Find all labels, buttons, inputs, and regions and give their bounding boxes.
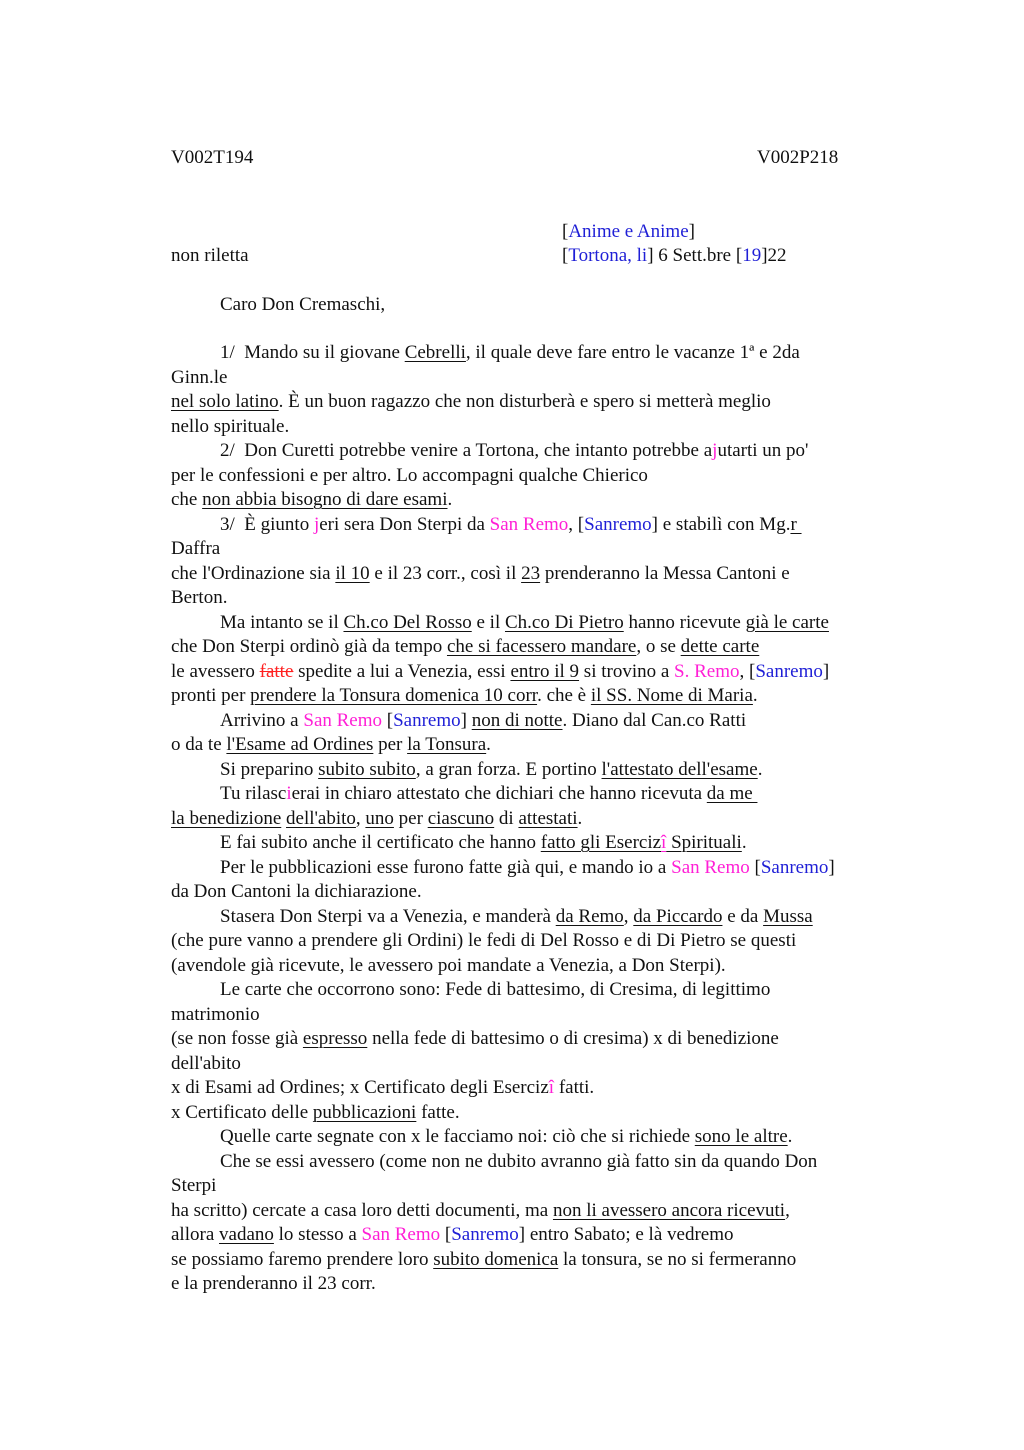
text-segment: spedite a lui a Venezia, essi	[293, 660, 511, 682]
deleted-text: fatte	[259, 660, 294, 682]
text-line	[171, 978, 901, 1003]
text-line	[171, 905, 901, 930]
document-code-right: V002P218	[757, 147, 839, 168]
bracket: [	[735, 245, 743, 266]
text-segment: .	[577, 807, 583, 829]
text-segment: Ma intanto se il	[220, 611, 344, 633]
underlined-text: Mussa	[763, 905, 813, 927]
text-segment: e da	[722, 905, 764, 927]
text-segment: ] e stabilì con Mg.	[651, 513, 791, 535]
text-segment: Berton.	[171, 587, 228, 608]
text-segment: .	[752, 685, 758, 706]
editorial-correction: j	[712, 440, 718, 461]
underlined-text: che si facessero mandare	[446, 636, 637, 657]
underlined-text: r	[790, 513, 802, 535]
underlined-text: espresso	[302, 1028, 368, 1049]
text-segment: ]	[822, 660, 830, 682]
text-segment: 2/ Don Curetti potrebbe venire a Tortona, che intanto potrebbe a	[220, 440, 713, 461]
text-segment: Sterpi	[171, 1175, 217, 1196]
text-segment: . che è	[537, 685, 591, 706]
text-segment: 3/ È giunto	[220, 513, 314, 535]
text-line	[171, 684, 901, 709]
text-line	[171, 562, 901, 587]
underlined-text: già le carte	[745, 611, 829, 633]
underlined-text: da Remo	[555, 905, 624, 927]
underlined-text: fatto gli Eserciz	[540, 832, 662, 853]
text-line	[171, 537, 901, 562]
editorial-correction: î	[661, 832, 667, 853]
underlined-text: Ch.co Del Rosso	[343, 611, 472, 633]
revision-status: non riletta	[171, 245, 249, 266]
bracket: ]	[688, 221, 695, 242]
underlined-text: la benedizione	[171, 807, 282, 829]
editorial-note: Sanremo	[584, 513, 652, 535]
underlined-text: non di notte	[471, 709, 563, 731]
text-line	[171, 856, 901, 881]
text-segment: ,	[355, 807, 366, 829]
text-segment: , o se	[636, 636, 681, 657]
underlined-text: il SS. Nome di Maria	[590, 685, 753, 706]
text-line	[171, 831, 901, 856]
text-line	[171, 1101, 901, 1126]
text-segment: ]	[828, 856, 835, 878]
text-segment: Che se essi avessero (come non ne dubito avranno già fatto sin da quando Don	[220, 1150, 818, 1172]
text-line	[171, 513, 901, 538]
text-segment: .	[447, 489, 453, 510]
text-segment: [	[440, 1224, 452, 1245]
bracket: [	[562, 221, 569, 242]
text-line	[171, 1174, 901, 1199]
text-line	[171, 929, 901, 954]
text-line	[171, 758, 901, 783]
salutation: Caro Don Cremaschi,	[220, 294, 386, 315]
underlined-text: Spirituali	[666, 832, 742, 853]
text-segment: pronti per	[171, 685, 251, 706]
text-segment: o da te	[171, 734, 227, 755]
text-segment: per	[393, 807, 428, 829]
text-segment: [	[749, 856, 761, 878]
text-segment: , [	[739, 660, 756, 682]
text-segment: utarti un po'	[717, 440, 809, 461]
editorial-correction: San Remo	[671, 856, 750, 878]
underlined-text: non abbia bisogno di dare esami	[202, 489, 448, 510]
text-segment: nella fede di battesimo o di cresima) x di benedizione	[367, 1028, 779, 1049]
underlined-text: dell'abito	[286, 807, 356, 829]
text-line	[171, 1150, 901, 1175]
text-segment: di	[494, 807, 519, 829]
text-segment: erai in chiaro attestato che dichiari che hanno ricevuta	[291, 783, 707, 804]
text-line	[171, 807, 901, 832]
underlined-text: subito domenica	[433, 1248, 559, 1270]
text-segment: Le carte che occorrono sono: Fede di battesimo, di Cresima, di legittimo	[220, 979, 771, 1000]
text-segment: per le confessioni e per altro. Lo accompagni qualche Chierico	[171, 464, 648, 486]
text-segment: [	[382, 709, 394, 731]
text-segment: , [	[568, 513, 585, 535]
underlined-text: 23	[521, 562, 541, 584]
text-line	[171, 390, 901, 415]
text-segment: eri sera Don Sterpi da	[319, 513, 490, 535]
bracket: ]	[761, 245, 768, 266]
text-segment: Tu rilasc	[220, 783, 287, 804]
text-segment: ,	[785, 1199, 790, 1221]
text-segment: lo stesso a	[273, 1224, 362, 1245]
text-line	[171, 1027, 901, 1052]
bracket: [	[562, 245, 569, 266]
text-segment: 1/ Mando su il giovane	[220, 342, 405, 363]
bracket: ]	[647, 245, 654, 266]
text-segment: che Don Sterpi ordinò già da tempo	[171, 636, 447, 657]
text-segment: ]	[460, 709, 472, 731]
text-line	[171, 439, 901, 464]
place-name: Tortona, li	[568, 245, 648, 266]
text-segment: la tonsura, se no si fermeranno	[558, 1248, 797, 1270]
year-suffix: 22	[767, 245, 787, 266]
text-segment: ,	[623, 905, 634, 927]
editorial-correction: i	[286, 783, 292, 804]
text-segment: fatte.	[416, 1101, 460, 1123]
text-line	[171, 733, 901, 758]
text-segment: hanno ricevute	[623, 611, 746, 633]
text-segment: .	[757, 758, 763, 780]
text-line	[171, 954, 901, 979]
text-line	[171, 1272, 901, 1297]
text-segment: . Diano dal Can.co Ratti	[562, 709, 747, 731]
underlined-text: pubblicazioni	[312, 1101, 417, 1123]
text-segment: Si preparino	[220, 758, 319, 780]
underlined-text: l'Esame ad Ordines	[226, 734, 374, 755]
text-line	[171, 1076, 901, 1101]
text-line	[171, 1199, 901, 1224]
text-segment: x Certificato delle	[171, 1101, 313, 1123]
underlined-text: subito subito	[318, 758, 416, 780]
editorial-note: Sanremo	[760, 856, 829, 878]
text-segment: , a gran forza. E portino	[415, 758, 602, 780]
text-line	[171, 1223, 901, 1248]
text-segment: per	[373, 734, 408, 755]
text-line	[171, 415, 901, 440]
underlined-text: ciascuno	[427, 807, 495, 829]
underlined-text: uno	[365, 807, 394, 829]
text-line	[171, 709, 901, 734]
underlined-text: la Tonsura	[407, 734, 487, 755]
text-segment: se possiamo faremo prendere loro	[171, 1248, 434, 1270]
text-segment: Daffra	[171, 538, 221, 559]
text-segment: si trovino a	[579, 660, 675, 682]
text-line	[171, 635, 901, 660]
text-segment: Ginn.le	[171, 366, 228, 388]
text-line	[171, 1248, 901, 1273]
editorial-note: Sanremo	[393, 709, 461, 731]
text-line	[171, 341, 901, 366]
text-segment: prenderanno la Messa Cantoni e	[540, 562, 790, 584]
underlined-text: entro il 9	[510, 660, 580, 682]
text-line	[171, 782, 901, 807]
underlined-text: dette carte	[680, 636, 760, 657]
editorial-note: Sanremo	[451, 1224, 519, 1245]
text-segment: .	[741, 832, 747, 853]
text-segment: ha scritto) cercate a casa loro detti documenti, ma	[171, 1199, 553, 1221]
archive-title: Anime e Anime	[568, 221, 689, 242]
year-prefix: 19	[742, 245, 762, 266]
text-segment: nello spirituale.	[171, 415, 290, 437]
text-line	[171, 880, 901, 905]
text-segment: Stasera Don Sterpi va a Venezia, e manderà	[220, 905, 556, 927]
text-segment: x di Esami ad Ordines; x Certificato degli Eserciz	[171, 1077, 549, 1098]
text-line	[171, 464, 901, 489]
underlined-text: Cebrelli	[404, 342, 466, 363]
text-segment: . È un buon ragazzo che non disturberà e spero si metterà meglio	[278, 391, 771, 412]
text-line	[171, 1052, 901, 1077]
text-segment: allora	[171, 1224, 220, 1245]
text-segment: .	[787, 1126, 793, 1147]
text-segment: e la prenderanno il 23 corr.	[171, 1273, 376, 1294]
editorial-correction: San Remo	[489, 513, 569, 535]
text-line	[171, 1125, 901, 1150]
text-segment: Arrivino a	[220, 709, 304, 731]
underlined-text: prendere la Tonsura domenica 10 corr	[250, 685, 538, 706]
editorial-correction: San Remo	[361, 1224, 441, 1245]
text-line	[171, 586, 901, 611]
text-segment: , il quale deve fare entro le vacanze 1ª e 2da	[465, 342, 800, 363]
letter-body	[171, 341, 901, 1297]
editorial-correction: S. Remo	[674, 660, 740, 682]
text-segment: .	[486, 734, 491, 755]
editorial-correction: î	[548, 1077, 555, 1098]
underlined-text: non li avessero ancora ricevuti	[552, 1199, 786, 1221]
text-segment: che l'Ordinazione sia	[171, 562, 336, 584]
text-segment: E fai subito anche il certificato che hanno	[220, 832, 541, 853]
text-segment: (se non fosse già	[171, 1028, 303, 1049]
text-segment: ] entro Sabato; e là vedremo	[518, 1224, 734, 1245]
underlined-text: Ch.co Di Pietro	[504, 611, 624, 633]
text-line	[171, 488, 901, 513]
text-segment: (che pure vanno a prendere gli Ordini) le fedi di Del Rosso e di Di Pietro se questi	[171, 930, 797, 951]
place-date-line	[562, 244, 787, 268]
underlined-text: da Piccardo	[633, 905, 723, 927]
text-line	[171, 366, 901, 391]
text-line	[171, 611, 901, 636]
text-line	[171, 660, 901, 685]
underlined-text: l'attestato dell'esame	[601, 758, 758, 780]
text-segment: da Don Cantoni la dichiarazione.	[171, 881, 422, 902]
text-segment: matrimonio	[171, 1003, 260, 1025]
text-segment: fatti.	[554, 1077, 595, 1098]
underlined-text: vadano	[219, 1224, 274, 1245]
text-segment: che	[171, 489, 203, 510]
text-segment: dell'abito	[171, 1052, 241, 1074]
underlined-text: attestati	[518, 807, 578, 829]
underlined-text: il 10	[335, 562, 370, 584]
editorial-correction: j	[313, 513, 320, 535]
text-segment: Per le pubblicazioni esse furono fatte già qui, e mando io a	[220, 856, 672, 878]
text-segment: le avessero	[171, 660, 260, 682]
archive-title-line	[562, 220, 695, 244]
text-segment: (avendole già ricevute, le avessero poi mandate a Venezia, a Don Sterpi).	[171, 954, 726, 976]
text-segment: Quelle carte segnate con x le facciamo noi: ciò che si richiede	[220, 1126, 695, 1147]
editorial-correction: San Remo	[303, 709, 383, 731]
text-segment: e il 23 corr., così il	[369, 562, 522, 584]
underlined-text: nel solo latino	[171, 391, 279, 412]
date-text: 6 Sett.bre	[653, 245, 736, 266]
document-code-left: V002T194	[171, 147, 254, 168]
text-line	[171, 1003, 901, 1028]
underlined-text: sono le altre	[694, 1126, 788, 1147]
text-segment: e il	[471, 611, 505, 633]
underlined-text: da me	[706, 783, 758, 804]
editorial-note: Sanremo	[755, 660, 823, 682]
